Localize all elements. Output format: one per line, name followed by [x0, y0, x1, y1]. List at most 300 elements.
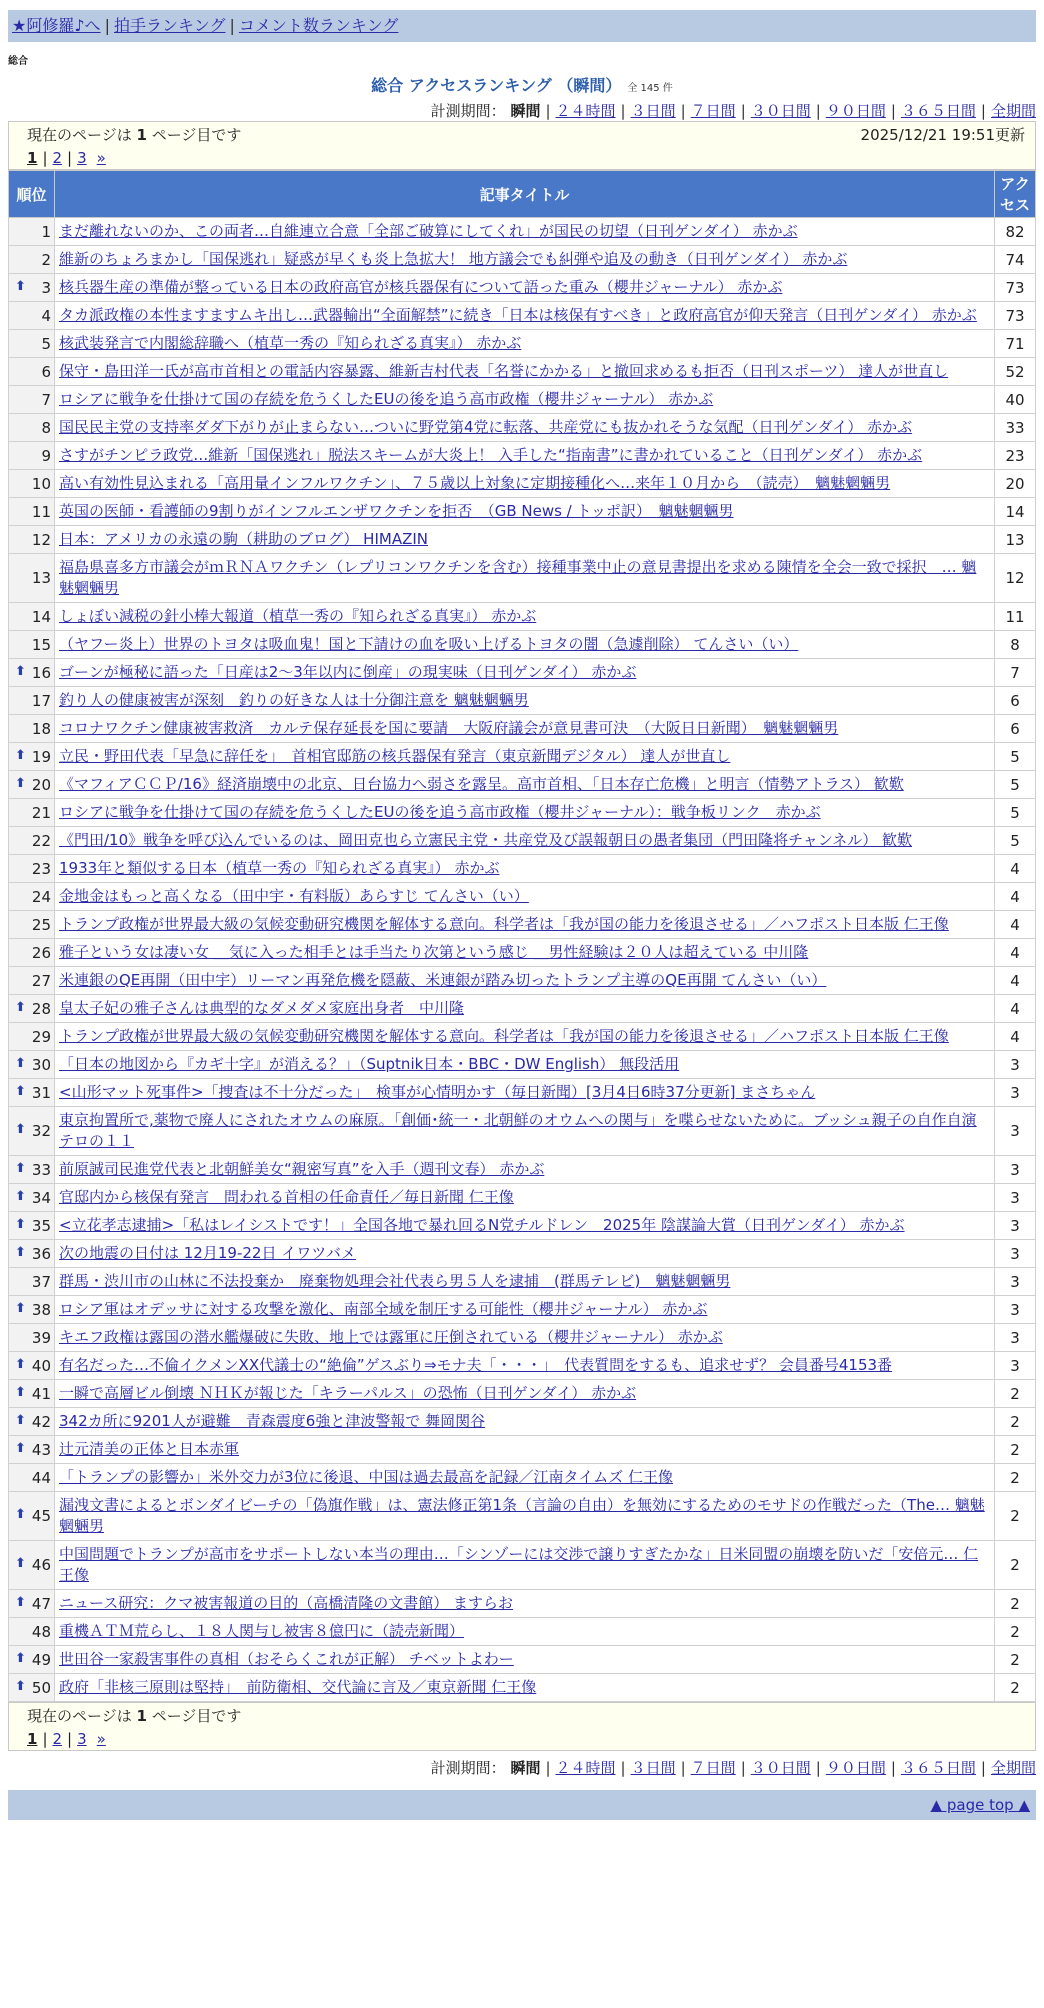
- rank-number: 12: [31, 530, 51, 549]
- article-title-link[interactable]: 釣り人の健康被害が深刻 釣りの好きな人は十分御注意を 魑魅魍魎男: [59, 691, 529, 709]
- title-cell: [55, 1156, 995, 1184]
- article-title-link[interactable]: タカ派政権の本性ますますムキ出し…武器輸出“全面解禁”に続き「日本は核保有すべき」と政府高官が仰天発言（日刊ゲンダイ） 赤かぶ: [59, 306, 977, 324]
- access-count: 2: [995, 1674, 1036, 1702]
- article-title-link[interactable]: 漏洩文書によるとボンダイビーチの「偽旗作戦」は、憲法修正第1条（言論の自由）を無効にするためのモサドの作戦だった（The… 魑魅魍魎男: [59, 1496, 985, 1535]
- title-cell: [55, 911, 995, 939]
- title-cell: [55, 799, 995, 827]
- period-7d-bottom[interactable]: ７日間: [690, 1759, 736, 1777]
- article-title-link[interactable]: 1933年と類似する日本（植草一秀の『知られざる真実』） 赤かぶ: [59, 859, 500, 877]
- pager-3[interactable]: 3: [77, 149, 87, 167]
- up-arrow-icon: ⬆: [15, 747, 26, 763]
- period-365d[interactable]: ３６５日間: [900, 102, 976, 120]
- rank-cell: [9, 1324, 55, 1352]
- access-count: 3: [995, 1352, 1036, 1380]
- article-title-link[interactable]: しょぼい減税の針小棒大報道（植草一秀の『知られざる真実』） 赤かぶ: [59, 607, 537, 625]
- table-row: [9, 1436, 1036, 1464]
- rank-number: 44: [31, 1468, 51, 1487]
- rank-number: 45: [31, 1507, 51, 1525]
- table-row: [9, 1590, 1036, 1618]
- table-row: [9, 1268, 1036, 1296]
- rank-cell: [9, 939, 55, 967]
- table-row: [9, 1380, 1036, 1408]
- title-cell: [55, 1541, 995, 1590]
- rank-number: 42: [31, 1412, 51, 1431]
- article-title-link[interactable]: 保守・島田洋一氏が高市首相との電話内容暴露、維新吉村代表「名誉にかかる」と撤回求めるも拒否（日刊スポーツ） 達人が世直し: [59, 362, 949, 380]
- article-title-link[interactable]: さすがチンピラ政党…維新「国保逃れ」脱法スキームが大炎上！ 入手した“指南書”に書かれていること（日刊ゲンダイ） 赤かぶ: [59, 446, 923, 464]
- rank-cell: [9, 1408, 55, 1436]
- rank-number: 24: [31, 887, 51, 906]
- article-title-link[interactable]: 前原誠司民進党代表と北朝鮮美女“親密写真”を入手（週刊文春） 赤かぶ: [59, 1160, 545, 1178]
- rank-number: 33: [31, 1160, 51, 1179]
- article-title-link[interactable]: 一瞬で高層ビル倒壊 ＮＨＫが報じた「キラーパルス」の恐怖（日刊ゲンダイ） 赤かぶ: [59, 1384, 637, 1402]
- rank-number: 2: [41, 250, 51, 269]
- article-title-link[interactable]: 米連銀のQE再開（田中宇）リーマン再発危機を隠蔽、米連銀が踏み切ったトランプ主導のQE再開 てんさい（い）: [59, 971, 827, 989]
- period-90d[interactable]: ９０日間: [825, 102, 886, 120]
- table-row: [9, 330, 1036, 358]
- title-cell: [55, 1646, 995, 1674]
- article-title-link[interactable]: 「日本の地図から『カギ十字』が消える？」（Suptnik日本・BBC・DW English） 無段活用: [59, 1055, 680, 1073]
- table-row: [9, 442, 1036, 470]
- access-count: 40: [995, 386, 1036, 414]
- table-row: [9, 246, 1036, 274]
- up-arrow-icon: ⬆: [15, 1650, 26, 1666]
- period-24h[interactable]: ２４時間: [555, 102, 616, 120]
- article-title-link[interactable]: 次の地震の日付は 12月19-22日 イワツバメ: [59, 1244, 356, 1262]
- title-cell: [55, 883, 995, 911]
- pager-next-bottom[interactable]: »: [96, 1730, 106, 1748]
- access-count: 3: [995, 1051, 1036, 1079]
- title-cell: [55, 1436, 995, 1464]
- up-arrow-icon: ⬆: [15, 1216, 26, 1232]
- rank-number: 19: [31, 747, 51, 766]
- title-cell: [55, 1240, 995, 1268]
- rank-cell: [9, 1240, 55, 1268]
- pager-2-bottom[interactable]: 2: [52, 1730, 63, 1748]
- article-title-link[interactable]: 官邸内から核保有発言 問われる首相の任命責任／毎日新聞 仁王像: [59, 1188, 514, 1206]
- article-title-link[interactable]: 国民民主党の支持率ダダ下がりが止まらない…ついに野党第4党に転落、共産党にも抜かれそうな気配（日刊ゲンダイ） 赤かぶ: [59, 418, 913, 436]
- title-cell: [55, 1492, 995, 1541]
- col-rank-header: 順位: [9, 171, 55, 218]
- rank-number: 3: [41, 278, 51, 297]
- access-count: 20: [995, 470, 1036, 498]
- rank-number: 46: [31, 1556, 51, 1574]
- title-cell: [55, 687, 995, 715]
- access-count: 13: [995, 526, 1036, 554]
- rank-number: 37: [31, 1272, 51, 1291]
- access-count: 3: [995, 1079, 1036, 1107]
- period-selector: 計測期間： 瞬間 | ２４時間 | ３日間 | ７日間 | ３０日間 | ９０日間 | ３６５日間 | 全期間: [430, 102, 1036, 120]
- rank-cell: [9, 1212, 55, 1240]
- rank-number: 16: [31, 663, 51, 682]
- clap-ranking-link[interactable]: 拍手ランキング: [113, 16, 226, 35]
- title-cell: [55, 1352, 995, 1380]
- title-cell: [55, 1023, 995, 1051]
- table-row: [9, 715, 1036, 743]
- access-count: 3: [995, 1268, 1036, 1296]
- rank-cell: [9, 883, 55, 911]
- access-count: 14: [995, 498, 1036, 526]
- table-row: [9, 631, 1036, 659]
- pager-current-bottom: 1: [27, 1730, 38, 1748]
- home-link[interactable]: ★阿修羅♪へ: [12, 16, 101, 35]
- title-cell: [55, 939, 995, 967]
- rank-number: 29: [31, 1027, 51, 1046]
- col-title-header: 記事タイトル: [55, 171, 995, 218]
- article-title-link[interactable]: ゴーンが極秘に語った「日産は2～3年以内に倒産」の現実味（日刊ゲンダイ） 赤かぶ: [59, 663, 637, 681]
- article-title-link[interactable]: コロナワクチン健康被害救済 カルテ保存延長を国に要請 大阪府議会が意見書可決 （大阪日日新聞） 魑魅魍魎男: [59, 719, 839, 737]
- rank-number: 1: [41, 222, 51, 241]
- rank-cell: [9, 302, 55, 330]
- rank-number: 23: [31, 859, 51, 878]
- title-cell: [55, 218, 995, 246]
- access-count: 3: [995, 1107, 1036, 1156]
- rank-number: 32: [31, 1122, 51, 1140]
- title-cell: [55, 1051, 995, 1079]
- rank-number: 28: [31, 999, 51, 1018]
- title-cell: [55, 771, 995, 799]
- period-90d-bottom[interactable]: ９０日間: [825, 1759, 886, 1777]
- top-nav-bar: ★阿修羅♪へ | 拍手ランキング | コメント数ランキング: [8, 10, 1036, 42]
- title-cell: [55, 414, 995, 442]
- rank-number: 15: [31, 635, 51, 654]
- access-count: 8: [995, 631, 1036, 659]
- title-cell: [55, 1618, 995, 1646]
- title-cell: [55, 554, 995, 603]
- article-title-link[interactable]: 金地金はもっと高くなる（田中宇・有料版）あらすじ てんさい（い）: [59, 887, 529, 905]
- rank-number: 13: [31, 569, 51, 587]
- access-count: 5: [995, 771, 1036, 799]
- rank-number: 31: [31, 1083, 51, 1102]
- rank-number: 36: [31, 1244, 51, 1263]
- page-info-bottom: [8, 1702, 1036, 1751]
- table-row: [9, 1051, 1036, 1079]
- article-title-link[interactable]: 政府「非核三原則は堅持」 前防衛相、交代論に言及／東京新聞 仁王像: [59, 1678, 537, 1696]
- article-title-link[interactable]: トランプ政権が世界最大級の気候変動研究機関を解体する意向。科学者は「我が国の能力を後退させる」／ハフポスト日本版 仁王像: [59, 915, 949, 933]
- rank-number: 41: [31, 1384, 51, 1403]
- up-arrow-icon: ⬆: [15, 1556, 26, 1571]
- rank-cell: [9, 358, 55, 386]
- title-cell: [55, 1268, 995, 1296]
- rank-cell: [9, 1352, 55, 1380]
- title-cell: [55, 526, 995, 554]
- table-row: [9, 1212, 1036, 1240]
- article-title-link[interactable]: 《門田/10》戦争を呼び込んでいるのは、岡田克也ら立憲民主党・共産党及び誤報朝日の愚者集団（門田隆将チャンネル） 歓歎: [59, 831, 913, 849]
- rank-cell: [9, 1541, 55, 1590]
- period-365d-bottom[interactable]: ３６５日間: [900, 1759, 976, 1777]
- rank-cell: [9, 246, 55, 274]
- rank-cell: [9, 414, 55, 442]
- rank-cell: [9, 911, 55, 939]
- period-label: 計測期間：: [430, 102, 506, 120]
- access-count: 82: [995, 218, 1036, 246]
- table-row: [9, 498, 1036, 526]
- title-cell: [55, 1107, 995, 1156]
- rank-cell: [9, 1492, 55, 1541]
- title-cell: [55, 659, 995, 687]
- period-30d-bottom[interactable]: ３０日間: [750, 1759, 811, 1777]
- period-30d[interactable]: ３０日間: [750, 102, 811, 120]
- pager-bottom: 1 | 2 | 3 »: [27, 1730, 106, 1748]
- access-count: 3: [995, 1212, 1036, 1240]
- rank-cell: [9, 1464, 55, 1492]
- table-row: [9, 1107, 1036, 1156]
- article-title-link[interactable]: （ヤフー炎上）世界のトヨタは吸血鬼！国と下請けの血を吸い上げるトヨタの闇（急遽削除） てんさい（い）: [59, 635, 799, 653]
- access-count: 7: [995, 659, 1036, 687]
- table-row: [9, 1541, 1036, 1590]
- table-row: [9, 687, 1036, 715]
- table-row: [9, 911, 1036, 939]
- rank-cell: [9, 995, 55, 1023]
- table-row: [9, 1079, 1036, 1107]
- current-page-text-bottom: 現在のページは 1 ページ目です: [27, 1707, 242, 1725]
- title-cell: [55, 743, 995, 771]
- table-row: [9, 603, 1036, 631]
- rank-number: 4: [41, 306, 51, 325]
- rank-number: 50: [31, 1678, 51, 1697]
- rank-cell: [9, 1380, 55, 1408]
- rank-number: 25: [31, 915, 51, 934]
- pager-2[interactable]: 2: [52, 149, 63, 167]
- access-count: 5: [995, 799, 1036, 827]
- title-cell: [55, 1079, 995, 1107]
- title-cell: [55, 995, 995, 1023]
- title-cell: [55, 358, 995, 386]
- table-row: [9, 827, 1036, 855]
- rank-cell: [9, 330, 55, 358]
- comment-ranking-link[interactable]: コメント数ランキング: [238, 16, 399, 35]
- access-count: 2: [995, 1646, 1036, 1674]
- rank-number: 26: [31, 943, 51, 962]
- rank-cell: [9, 687, 55, 715]
- pager-3-bottom[interactable]: 3: [77, 1730, 87, 1748]
- title-cell: [55, 274, 995, 302]
- table-row: [9, 1023, 1036, 1051]
- access-count: 4: [995, 855, 1036, 883]
- pager-current: 1: [27, 149, 38, 167]
- up-arrow-icon: ⬆: [15, 1594, 26, 1610]
- access-count: 5: [995, 827, 1036, 855]
- access-count: 11: [995, 603, 1036, 631]
- rank-number: 43: [31, 1440, 51, 1459]
- article-title-link[interactable]: 立民・野田代表「早急に辞任を」 首相官邸筋の核兵器保有発言（東京新聞デジタル） 達人が世直し: [59, 747, 731, 765]
- table-row: [9, 743, 1036, 771]
- access-count: 23: [995, 442, 1036, 470]
- article-title-link[interactable]: 東京拘置所で,薬物で廃人にされたオウムの麻原。「創価･統一・北朝鮮のオウムへの関与」を喋らせないために。ブッシュ親子の自作自演テロの１１: [59, 1111, 977, 1150]
- title-cell: [55, 631, 995, 659]
- period-selector-bottom: 計測期間： 瞬間 | ２４時間 | ３日間 | ７日間 | ３０日間 | ９０日間 | ３６５日間 | 全期間: [430, 1759, 1036, 1777]
- rank-number: 49: [31, 1650, 51, 1669]
- rank-number: 21: [31, 803, 51, 822]
- table-row: [9, 526, 1036, 554]
- access-count: 2: [995, 1541, 1036, 1590]
- access-count: 3: [995, 1296, 1036, 1324]
- article-title-link[interactable]: 雅子という女は凄い女 ＿気に入った相手とは手当たり次第という感じ ＿男性経験は２０人は超えている 中川隆: [59, 943, 809, 961]
- period-24h-bottom[interactable]: ２４時間: [555, 1759, 616, 1777]
- up-arrow-icon: ⬆: [15, 999, 26, 1015]
- rank-cell: [9, 1156, 55, 1184]
- rank-cell: [9, 1590, 55, 1618]
- title-cell: [55, 715, 995, 743]
- up-arrow-icon: ⬆: [15, 1122, 26, 1137]
- title-cell: [55, 470, 995, 498]
- up-arrow-icon: ⬆: [15, 1160, 26, 1176]
- rank-cell: [9, 827, 55, 855]
- access-count: 4: [995, 883, 1036, 911]
- rank-cell: [9, 1674, 55, 1702]
- table-row: [9, 358, 1036, 386]
- rank-cell: [9, 967, 55, 995]
- access-count: 73: [995, 274, 1036, 302]
- rank-number: 20: [31, 775, 51, 794]
- article-title-link[interactable]: 核兵器生産の準備が整っている日本の政府高官が核兵器保有について語った重み（櫻井ジャーナル） 赤かぶ: [59, 278, 783, 296]
- rank-cell: [9, 631, 55, 659]
- rank-number: 6: [41, 362, 51, 381]
- period-all-bottom[interactable]: 全期間: [990, 1759, 1036, 1777]
- total-count: 全 145 件: [627, 83, 673, 94]
- table-row: [9, 1674, 1036, 1702]
- rank-cell: [9, 218, 55, 246]
- access-count: 2: [995, 1408, 1036, 1436]
- up-arrow-icon: ⬆: [15, 1083, 26, 1099]
- article-title-link[interactable]: ロシアに戦争を仕掛けて国の存続を危うくしたEUの後を追う高市政権（櫻井ジャーナル）：戦争板リンク 赤かぶ: [59, 803, 821, 821]
- up-arrow-icon: ⬆: [15, 278, 26, 294]
- article-title-link[interactable]: 福島県喜多方市議会がｍＲＮＡワクチン（レプリコンワクチンを含む）接種事業中止の意見書提出を求める陳情を全会一致で採択 … 魑魅魍魎男: [59, 558, 977, 597]
- title-cell: [55, 1590, 995, 1618]
- access-count: 74: [995, 246, 1036, 274]
- rank-number: 38: [31, 1300, 51, 1319]
- access-count: 3: [995, 1240, 1036, 1268]
- up-arrow-icon: ⬆: [15, 1188, 26, 1204]
- article-title-link[interactable]: 有名だった…不倫イクメンXX代議士の“絶倫”ゲスぶり⇒モナ夫「・・・」 代表質問をするも、追求せず？ 会員番号4153番: [59, 1356, 893, 1374]
- article-title-link[interactable]: 核武装発言で内閣総辞職へ（植草一秀の『知られざる真実』） 赤かぶ: [59, 334, 522, 352]
- title-cell: [55, 1408, 995, 1436]
- page-title-row: [8, 73, 1036, 96]
- article-title-link[interactable]: <山形マット死事件>「捜査は不十分だった」 検事が心情明かす（毎日新聞）[3月4日6時37分更新] まさちゃん: [59, 1083, 816, 1101]
- article-title-link[interactable]: まだ離れないのか、この両者…自維連立合意「全部ご破算にしてくれ」が国民の切望（日刊ゲンダイ） 赤かぶ: [59, 222, 798, 240]
- rank-number: 27: [31, 971, 51, 990]
- access-count: 3: [995, 1324, 1036, 1352]
- access-count: 6: [995, 715, 1036, 743]
- article-title-link[interactable]: 群馬・渋川市の山林に不法投棄か 廃棄物処理会社代表ら男５人を逮捕 (群馬テレビ) 魑魅魍魎男: [59, 1272, 731, 1290]
- article-title-link[interactable]: トランプ政権が世界最大級の気候変動研究機関を解体する意向。科学者は「我が国の能力を後退させる」／ハフポスト日本版 仁王像: [59, 1027, 949, 1045]
- table-row: [9, 386, 1036, 414]
- article-title-link[interactable]: 維新のちょろまかし「国保逃れ」疑惑が早くも炎上急拡大！ 地方議会でも糾弾や追及の動き（日刊ゲンダイ） 赤かぶ: [59, 250, 848, 268]
- article-title-link[interactable]: 中国問題でトランプが高市をサポートしない本当の理由…「シンゾーには交渉で譲りすぎたかな」日米同盟の崩壊を防いだ「安倍元… 仁王像: [59, 1545, 979, 1584]
- table-row: [9, 1324, 1036, 1352]
- access-count: 2: [995, 1436, 1036, 1464]
- article-title-link[interactable]: 《マフィアＣＣＰ/16》経済崩壊中の北京、日台協力へ弱さを露呈。高市首相、「日本存亡危機」と明言（情勢アトラス） 歓歎: [59, 775, 904, 793]
- access-count: 71: [995, 330, 1036, 358]
- article-title-link[interactable]: ロシア軍はオデッサに対する攻撃を激化、南部全域を制圧する可能性（櫻井ジャーナル） 赤かぶ: [59, 1300, 708, 1318]
- period-3d[interactable]: ３日間: [630, 102, 676, 120]
- period-3d-bottom[interactable]: ３日間: [630, 1759, 676, 1777]
- article-title-link[interactable]: <立花孝志逮捕>「私はレイシストです！」全国各地で暴れ回るN党チルドレン 2025年 陰謀論大賞（日刊ゲンダイ） 赤かぶ: [59, 1216, 905, 1234]
- title-cell: [55, 827, 995, 855]
- table-row: [9, 1492, 1036, 1541]
- table-row: [9, 1646, 1036, 1674]
- access-count: 12: [995, 554, 1036, 603]
- rank-cell: [9, 442, 55, 470]
- rank-number: 11: [31, 502, 51, 521]
- table-row: [9, 967, 1036, 995]
- article-title-link[interactable]: ロシアに戦争を仕掛けて国の存続を危うくしたEUの後を追う高市政権（櫻井ジャーナル） 赤かぶ: [59, 390, 714, 408]
- title-cell: [55, 1380, 995, 1408]
- up-arrow-icon: ⬆: [15, 1440, 26, 1456]
- table-row: [9, 554, 1036, 603]
- rank-cell: [9, 554, 55, 603]
- rank-number: 9: [41, 446, 51, 465]
- access-count: 5: [995, 743, 1036, 771]
- access-count: 2: [995, 1618, 1036, 1646]
- article-title-link[interactable]: ニュース研究：クマ被害報道の目的（高橋清隆の文書館） ますらお: [59, 1594, 514, 1612]
- article-title-link[interactable]: 日本：アメリカの永遠の駒（耕助のブログ） HIMAZIN: [59, 530, 428, 548]
- article-title-link[interactable]: 世田谷一家殺害事件の真相（おそらくこれが正解） チベットよわー: [59, 1650, 514, 1668]
- ranking-table: [8, 170, 1036, 1702]
- up-arrow-icon: ⬆: [15, 1244, 26, 1260]
- title-cell: [55, 603, 995, 631]
- rank-number: 34: [31, 1188, 51, 1207]
- up-arrow-icon: ⬆: [15, 1384, 26, 1400]
- title-cell: [55, 1212, 995, 1240]
- access-count: 4: [995, 995, 1036, 1023]
- rank-cell: [9, 799, 55, 827]
- table-row: [9, 218, 1036, 246]
- access-count: 52: [995, 358, 1036, 386]
- title-cell: [55, 1674, 995, 1702]
- up-arrow-icon: ⬆: [15, 1055, 26, 1071]
- article-title-link[interactable]: 高い有効性見込まれる「高用量インフルワクチン」、７５歳以上対象に定期接種化へ…来年１０月から （読売） 魑魅魍魎男: [59, 474, 891, 492]
- access-count: 4: [995, 911, 1036, 939]
- article-title-link[interactable]: 英国の医師・看護師の9割りがインフルエンザワクチンを拒否 （GB News / トッポ訳） 魑魅魍魎男: [59, 502, 734, 520]
- up-arrow-icon: ⬆: [15, 1412, 26, 1428]
- rank-cell: [9, 1618, 55, 1646]
- article-title-link[interactable]: 「トランプの影響か」米外交力が3位に後退、中国は過去最高を記録／江南タイムズ 仁王像: [59, 1468, 674, 1486]
- access-count: 4: [995, 967, 1036, 995]
- table-row: [9, 939, 1036, 967]
- rank-cell: [9, 498, 55, 526]
- page-title: 総合 アクセスランキング （瞬間）: [371, 76, 622, 95]
- article-title-link[interactable]: キエフ政権は露国の潜水艦爆破に失敗、地上では露軍に圧倒されている（櫻井ジャーナル） 赤かぶ: [59, 1328, 723, 1346]
- page-top-link[interactable]: ▲ page top ▲: [930, 1796, 1030, 1814]
- pager-next[interactable]: »: [96, 149, 106, 167]
- table-row: [9, 274, 1036, 302]
- rank-cell: [9, 1184, 55, 1212]
- access-count: 2: [995, 1380, 1036, 1408]
- access-count: 6: [995, 687, 1036, 715]
- article-title-link[interactable]: 342カ所に9201人が避難 青森震度6強と津波警報で 舞岡関谷: [59, 1412, 486, 1430]
- article-title-link[interactable]: 重機ＡＴＭ荒らし、１８人関与し被害８億円に（読売新聞）: [59, 1622, 465, 1640]
- rank-number: 18: [31, 719, 51, 738]
- access-count: 2: [995, 1464, 1036, 1492]
- rank-cell: [9, 855, 55, 883]
- table-row: [9, 855, 1036, 883]
- title-cell: [55, 386, 995, 414]
- title-cell: [55, 967, 995, 995]
- rank-cell: [9, 386, 55, 414]
- period-7d[interactable]: ７日間: [690, 102, 736, 120]
- table-row: [9, 659, 1036, 687]
- article-title-link[interactable]: 辻元清美の正体と日本赤軍: [59, 1440, 240, 1458]
- rank-cell: [9, 1107, 55, 1156]
- rank-cell: [9, 1079, 55, 1107]
- rank-number: 48: [31, 1622, 51, 1641]
- table-row: [9, 302, 1036, 330]
- period-all[interactable]: 全期間: [990, 102, 1036, 120]
- article-title-link[interactable]: 皇太子妃の雅子さんは典型的なダメダメ家庭出身者 中川隆: [59, 999, 465, 1017]
- rank-number: 14: [31, 607, 51, 626]
- access-count: 73: [995, 302, 1036, 330]
- rank-number: 35: [31, 1216, 51, 1235]
